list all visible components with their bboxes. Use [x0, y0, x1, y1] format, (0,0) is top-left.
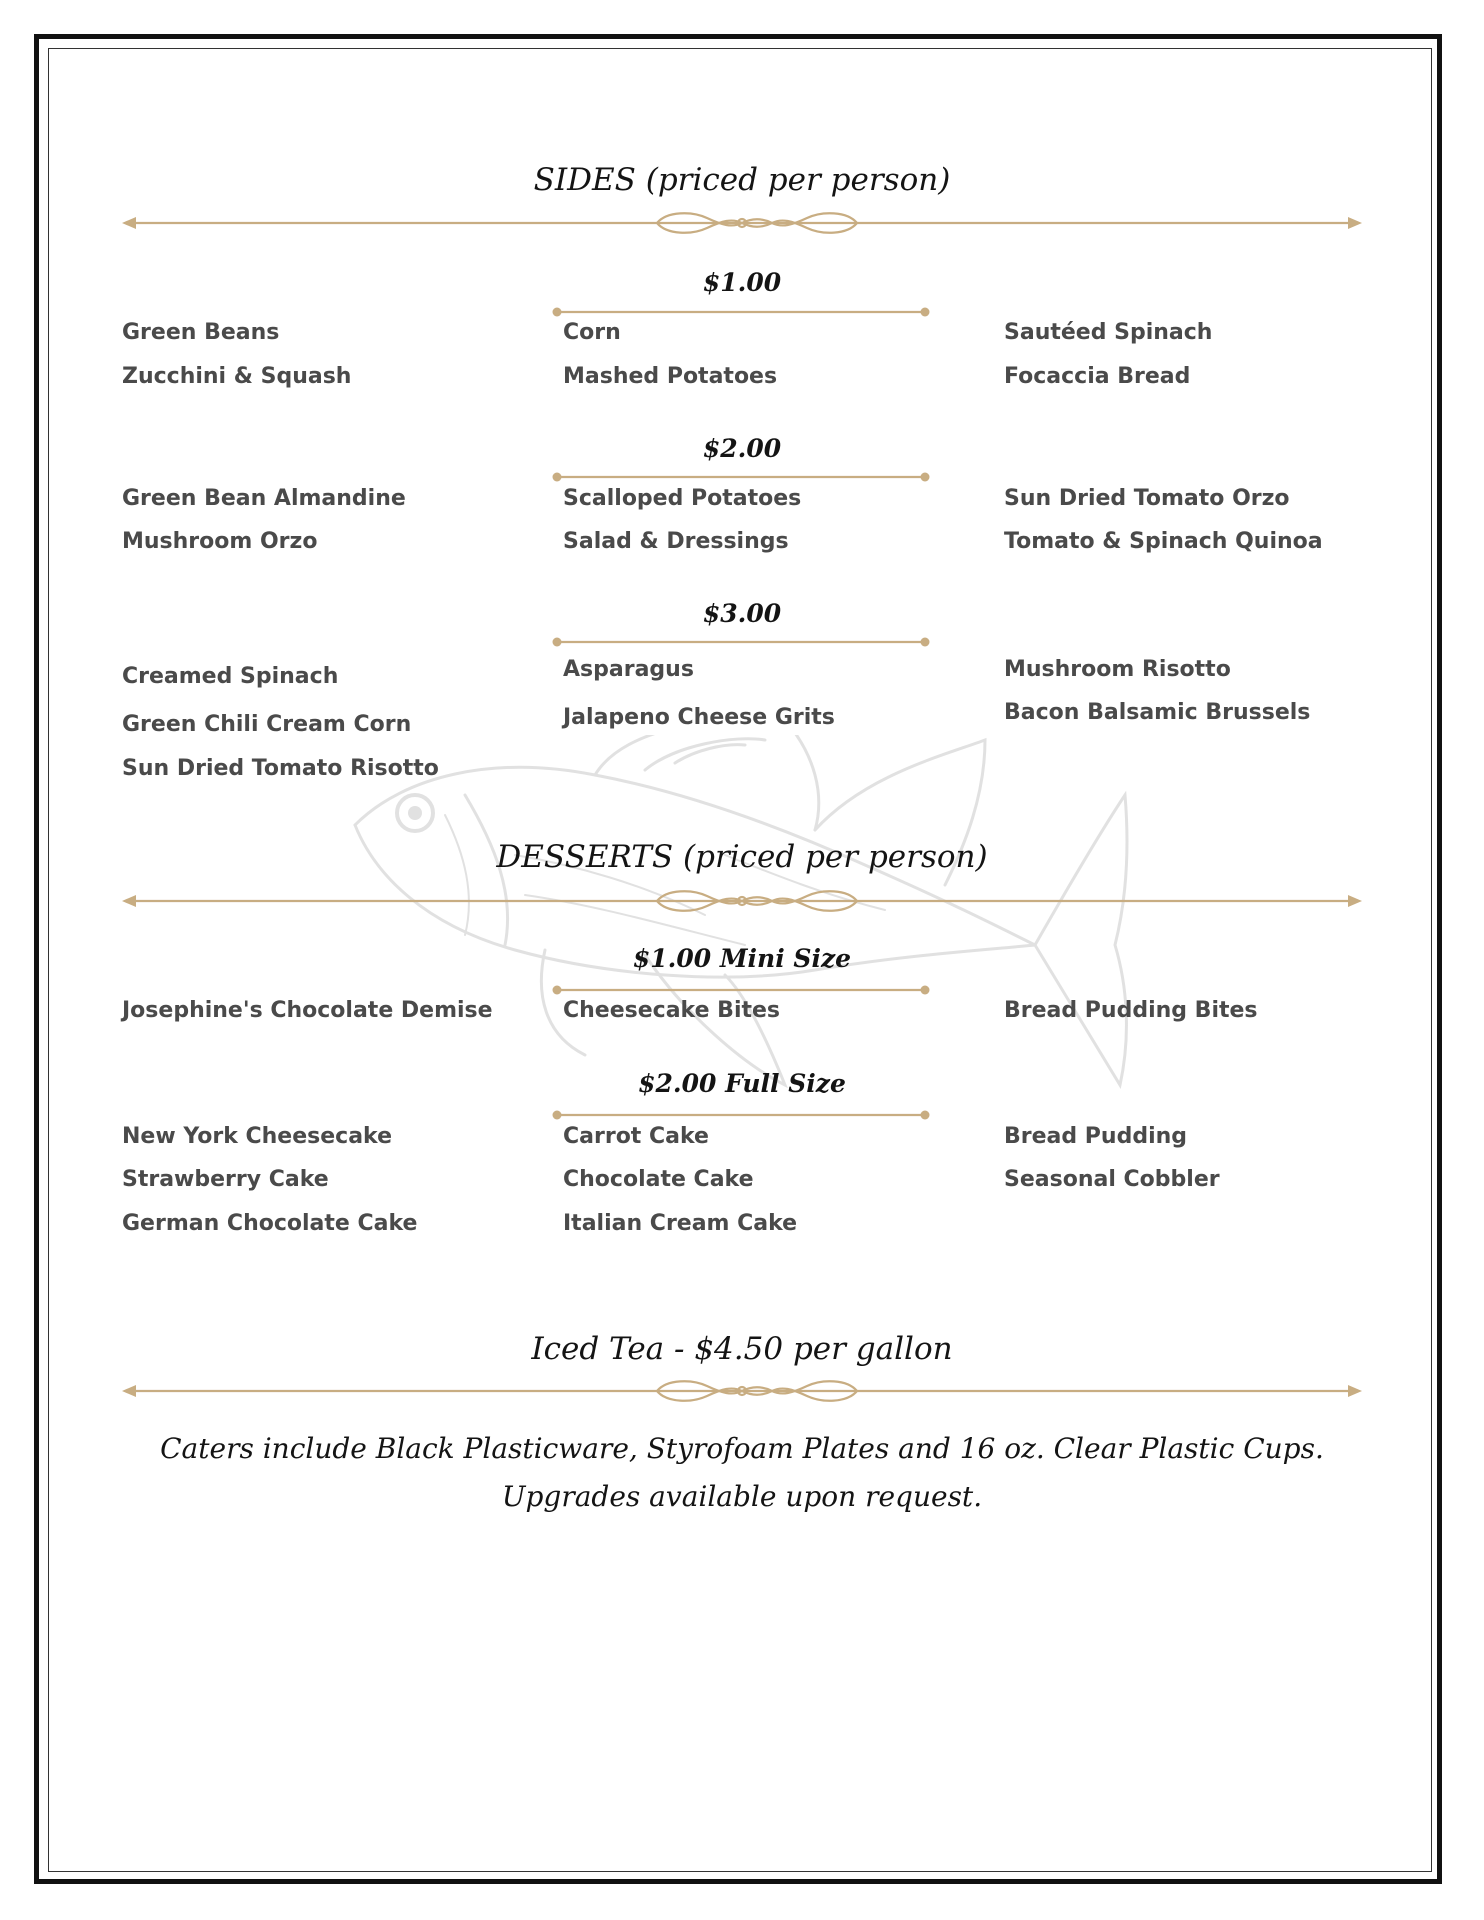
- desserts-heading: DESSERTS (priced per person): [496, 839, 988, 875]
- menu-item: Tomato & Spinach Quinoa: [1004, 529, 1323, 554]
- menu-item: Sautéed Spinach: [1004, 320, 1213, 345]
- menu-item: Seasonal Cobbler: [1004, 1167, 1220, 1192]
- menu-item: Jalapeno Cheese Grits: [563, 705, 835, 730]
- menu-item: Strawberry Cake: [122, 1167, 329, 1192]
- menu-item: Bacon Balsamic Brussels: [1004, 700, 1311, 725]
- price-underline: [552, 472, 930, 482]
- menu-item: Bread Pudding Bites: [1004, 998, 1258, 1023]
- menu-item: Green Bean Almandine: [122, 486, 406, 511]
- menu-item: Corn: [563, 320, 621, 345]
- sides-tier-2-price: $2.00: [702, 434, 782, 463]
- price-underline: [552, 1110, 930, 1120]
- menu-item: Creamed Spinach: [122, 664, 339, 689]
- menu-item: Green Beans: [122, 320, 280, 345]
- menu-item: Salad & Dressings: [563, 529, 789, 554]
- menu-item: Chocolate Cake: [563, 1167, 754, 1192]
- menu-item: Cheesecake Bites: [563, 998, 781, 1023]
- price-underline: [552, 637, 930, 647]
- menu-item: Zucchini & Squash: [122, 364, 352, 389]
- menu-item: German Chocolate Cake: [122, 1211, 418, 1236]
- menu-item: Asparagus: [563, 657, 694, 682]
- menu-item: Focaccia Bread: [1004, 364, 1191, 389]
- caters-note: Caters include Black Plasticware, Styrofoam Plates and 16 oz. Clear Plastic Cups.: [160, 1432, 1324, 1465]
- ornamental-divider: [122, 886, 1362, 916]
- menu-item: Carrot Cake: [563, 1124, 709, 1149]
- menu-item: Green Chili Cream Corn: [122, 712, 412, 737]
- ornamental-divider: [122, 1376, 1362, 1406]
- menu-item: Mushroom Orzo: [122, 529, 318, 554]
- sides-tier-3-price: $3.00: [702, 599, 782, 628]
- desserts-tier-2-price: $2.00 Full Size: [638, 1069, 846, 1098]
- upgrades-note: Upgrades available upon request.: [501, 1480, 983, 1513]
- menu-item: Mashed Potatoes: [563, 364, 778, 389]
- menu-item: Scalloped Potatoes: [563, 486, 802, 511]
- menu-item: Sun Dried Tomato Orzo: [1004, 486, 1290, 511]
- menu-item: New York Cheesecake: [122, 1124, 392, 1149]
- menu-item: Josephine's Chocolate Demise: [122, 998, 493, 1023]
- ornamental-divider: [122, 208, 1362, 238]
- desserts-tier-1-price: $1.00 Mini Size: [632, 944, 852, 973]
- menu-item: Italian Cream Cake: [563, 1211, 798, 1236]
- menu-item: Sun Dried Tomato Risotto: [122, 756, 439, 781]
- menu-item: Mushroom Risotto: [1004, 657, 1231, 682]
- price-underline: [552, 985, 930, 995]
- menu-item: Bread Pudding: [1004, 1124, 1188, 1149]
- sides-tier-1-price: $1.00: [702, 268, 782, 297]
- sides-heading: SIDES (priced per person): [533, 162, 951, 198]
- price-underline: [552, 307, 930, 317]
- iced-tea-heading: Iced Tea - $4.50 per gallon: [531, 1331, 953, 1367]
